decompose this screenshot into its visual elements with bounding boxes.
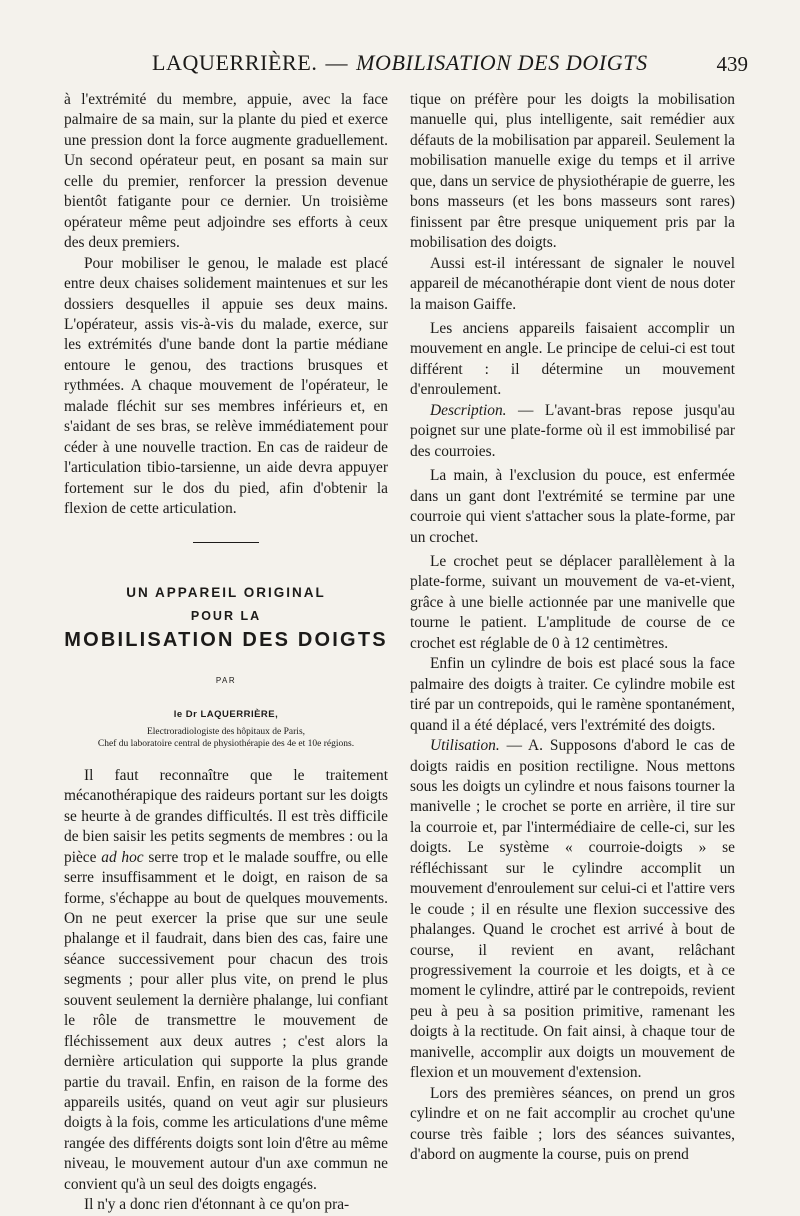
byline-par: PAR xyxy=(215,675,237,685)
article-title-line-3: MOBILISATION DES DOIGTS xyxy=(64,629,388,652)
right-paragraph-5: La main, à l'exclusion du pouce, est enfermée dans un gant dont l'extrémité se termine par une courroie qui vient s'attacher sous la plate-forme, par un crochet. xyxy=(410,467,735,546)
right-paragraph-1: tique on préfère pour les doigts la mobilisation manuelle qui, plus intelligente, sait remédier aux défauts de la mobilisation par appareil. Seulement la mobilisation manuelle exige du temps et il arrive que, dans un service de physiothérapie de guerre, les bons masseurs (et les bons masseurs sont rares) finissent par être presque uniquement pris par la mobilisation des doigts. xyxy=(410,91,735,252)
section-divider xyxy=(193,542,259,543)
article-heading xyxy=(64,583,388,750)
left-paragraph-4: Il n'y a donc rien d'étonnant à ce qu'on pra- xyxy=(84,1196,350,1214)
right-paragraph-6: Le crochet peut se déplacer parallèlement à la plate-forme, suivant un mouvement de va-et-vient, grâce à une bielle actionnée par une manivelle que tourne le patient. L'amplitude de course de ce crochet est réglable de 0 à 12 centimètres. xyxy=(410,552,735,652)
description-label: Description. xyxy=(430,401,507,419)
left-paragraph-2: Pour mobiliser le genou, le malade est placé entre deux chaises solidement maintenues et sur les dossiers desquelles il appuie ses deux mains. L'opérateur, assis vis-à-vis du malade, exerce, sur les extrémités d'une bande dont la partie médiane entoure le genou, des tractions brusques et rythmées. A chaque mouvement de l'opérateur, le malade fléchit sur ses membres inférieurs et, en s'aidant de ses bras, se relève immédiatement pour céder à une nouvelle traction. En cas de raideur de l'articulation tibio-tarsienne, un aide devra appuyer fortement sur le dos du pied, afin d'obtenir la flexion de cette articulation. xyxy=(64,254,388,518)
article-title-line-1: UN APPAREIL ORIGINAL xyxy=(126,584,326,600)
running-head-dash: — xyxy=(325,50,349,75)
right-paragraph-8-text: — A. Supposons d'abord le cas de doigts raidis en position rectiligne. Nous mettons sous les doigts un cylindre et nous faisons tourner la manivelle ; le crochet se porte en arrière, il tire sur la courroie et, par l'intermédiaire de celle-ci, sur les doigts. Le système « courroie-doigts » se réfléchissant sur le cylindre accomplit un mouvement d'enroulement sur celui-ci et l'attire vers le coude ; il en résulte une flexion successive des phalanges. Quand le crochet est arrivé à bout de course, il revient en avant, relâchant progressivement la courroie et les doigts, et à ce moment le cylindre, attiré par le contrepoids, revient peu à peu à sa position primitive, ramenant les doigts à la rectitude. On fait ainsi, à chaque tour de manivelle, accomplir aux doigts un mouvement de flexion et un mouvement d'extension. xyxy=(410,737,735,1082)
article-title-line-2: POUR LA xyxy=(190,608,262,623)
running-title xyxy=(152,50,648,76)
left-paragraph-3-b: serre trop et le malade souffre, ou elle serre insuffisamment et le doigt, en raison de sa forme, s'échappe au bout de quelques mouvements. On ne peut exercer la prise que sur une seule phalange et il faudrait, dans bien des cas, faire une séance successivement pour chacun des trois segments ; pour aller plus vite, on prend le plus souvent seulement la dernière phalange, lui confiant le rôle de transmettre le mouvement de fléchissement aux deux autres ; c'est alors la dernière articulation qui supporte la plus grande partie du travail. Enfin, en raison de la forme des appareils usités, quand on veut agir sur plusieurs doigts à la fois, comme les articulations d'une même rangée des différents doigts sont loin d'être au même niveau, le mouvement autour d'un axe commun ne convient qu'à un seul des doigts engagés. xyxy=(64,848,388,1193)
left-paragraph-3-a: Il faut reconnaître que le traitement mécanothérapique des raideurs portant sur les doigts se heurte à de grandes difficultés. Il est très difficile de bien saisir les petits segments de membres : ou la pièce xyxy=(64,766,388,866)
byline-author: le Dr LAQUERRIÈRE, xyxy=(173,709,279,721)
running-head xyxy=(60,46,748,80)
byline-affiliation-2: Chef du laboratoire central de physiothérapie des 4e et 10e régions. xyxy=(97,738,355,749)
right-paragraph-4 xyxy=(410,401,735,462)
left-paragraph-3 xyxy=(64,766,388,1196)
page-number: 439 xyxy=(716,52,748,76)
running-head-author: LAQUERRIÈRE. xyxy=(152,50,318,75)
left-paragraph-3-italic: ad hoc xyxy=(101,848,144,866)
right-paragraph-7: Enfin un cylindre de bois est placé sous la face palmaire des doigts à traiter. Ce cylindre mobile est tiré par un contrepoids, qui le ramène spontanément, quand il a été déplacé, vers l'extrémité des doigts. xyxy=(410,655,735,734)
right-paragraph-3: Les anciens appareils faisaient accomplir un mouvement en angle. Le principe de celui-ci est tout différent : il détermine un mouvement d'enroulement. xyxy=(410,319,735,399)
right-paragraph-9: Lors des premières séances, on prend un gros cylindre et on ne fait accomplir au crochet qu'une course très faible ; lors des séances suivantes, d'abord on augmente la course, puis on prend xyxy=(410,1084,735,1164)
right-paragraph-8 xyxy=(410,736,735,1084)
right-paragraph-2: Aussi est-il intéressant de signaler le nouvel appareil de mécanothérapie dont vient de nous doter la maison Gaiffe. xyxy=(410,254,735,313)
left-paragraph-1: à l'extrémité du membre, appuie, avec la face palmaire de sa main, sur la plante du pied et exerce une pression dont la force augmente graduellement. Un second opérateur peut, en posant sa main sur celle du premier, renforcer la pression devenue bientôt fatigante pour ce dernier. Un troisième opérateur même peut adjoindre ses efforts à ceux des deux premiers. xyxy=(64,91,388,252)
right-column xyxy=(410,90,735,1166)
running-head-subject: MOBILISATION DES DOIGTS xyxy=(356,50,648,75)
utilisation-label: Utilisation. xyxy=(430,737,500,755)
right-paragraph-4-text: — L'avant-bras repose jusqu'au poignet sur une plate-forme où il est immobilisé par des courroies. xyxy=(410,401,735,460)
left-column xyxy=(64,90,388,1216)
byline-affiliation-1: Electroradiologiste des hôpitaux de Paris, xyxy=(146,726,306,737)
